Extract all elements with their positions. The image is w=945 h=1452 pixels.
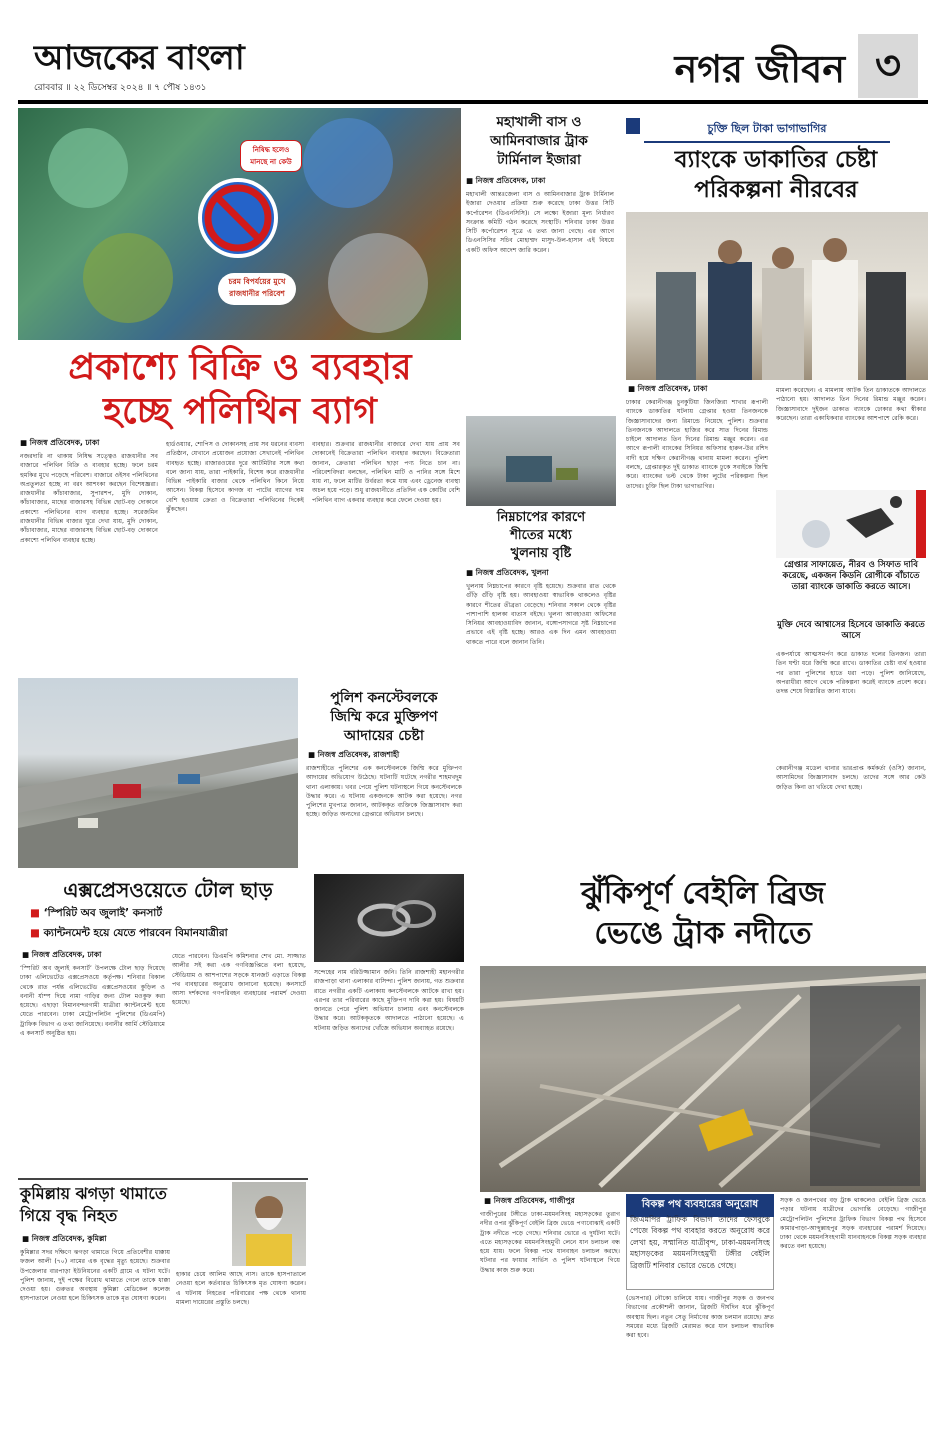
expressway-bullet-1: ■ ‘স্পিরিট অব জুলাই’ কনসার্ট [30, 907, 163, 919]
victim-portrait-svg [232, 1182, 306, 1266]
rain-headline-3: খুলনায় বৃষ্টি [510, 546, 572, 561]
bank-headline-2: পরিকল্পনা নীরবের [694, 176, 858, 203]
polythene-headline-1: প্রকাশ্যে বিক্রি ও ব্যবহার [68, 346, 412, 388]
expressway-bullet-2-text: ক্যান্টনমেন্ট হয়ে যেতে পারবেন বিমানযাত্রীরা [43, 927, 228, 939]
mask-body: সন্দেহের নাম বরিউজ্জামান জনি। তিনি রাজশাহী মহানগরীর রাজপাড়া থানা এলাকার বাসিন্দা। পুলিশ জানায়, গত শুক্রবার রাতে নগরীর একটি এলাকায় কনস্টেবলকে আটকে রাখা হয়। এরপর তার পরিবারের কাছে মুক্তিপণ দাবি করা হয়। বিষয়টি জানতে পেরে পুলিশ অভিযান চালায় এবং কনস্টেবলকে উদ্ধার করে। আটককৃতকে আদালতে পাঠানো হয়েছে। এ ঘটনায় জড়িত অন্যদের খোঁজে অভিযান অব্যাহত রয়েছে। [314, 969, 464, 1032]
bank-col-1: ঢাকার কেরানীগঞ্জ চুনকুটিয়া জিনজিরা শাখার রূপালী ব্যাংকে ডাকাতির ঘটনায় গ্রেপ্তার হওয়া তিনজনকে জিজ্ঞাসাবাদের জন্য রিমান্ডে নিয়েছে পুলিশ। শুক্রবার তিনজনকে আদালতে হাজির করে সাত দিনের রিমান্ড চাইলে আদালত তিন দিনের রিমান্ড মঞ্জুর করেন। এর আগে রূপালী ব্যাংকের সিনিয়র অফিসার হারুন-উর রশিদ বাদী হয়ে দক্ষিণ কেরানীগঞ্জ থানায় মামলা করেন। পুলিশ বলছে, গ্রেপ্তারকৃত দুই ডাকাত ব্যাংকে ঢুকে সবাইকে জিম্মি করে। ব্যাংকের ভল্ট থেকে টাকা লুটের পরিকল্পনা ছিল তাদের। চুক্তি ছিল টাকা ভাগাভাগির। [626, 399, 768, 490]
polythene-col-3: ব্যবহার। শুক্রবার রাজধানীর বাজারে দেখা যায় প্রায় সব দোকানেই বিক্রেতারা পলিথিন ব্যবহার করছেন। বিক্রেতারা জানান, ক্রেতারা পলিথিন ছাড়া পণ্য নিতে চান না। পরিবেশবিদরা বলছেন, পলিথিন মাটি ও পানির সঙ্গে মিশে যায় না, ফলে মাটির উর্বরতা কমে যায় এবং ড্রেনেজ ব্যবস্থা অচল হয়ে পড়ে। শুধু রাজধানীতে প্রতিদিন এক কোটির বেশি পলিথিন ব্যাগ একবার ব্যবহার করে ফেলে দেওয়া হয়। [312, 441, 460, 504]
bailey-headline-1: ঝুঁকিপূর্ণ বেইলি ব্রিজ [581, 876, 825, 911]
newspaper-logo: আজকের বাংলা [34, 38, 244, 78]
bank-kicker: চুক্তি ছিল টাকা ভাগাভাগির [644, 118, 890, 143]
police-headline-3: আদায়ের চেষ্টা [344, 728, 424, 744]
bailey-col-3: সড়ক ও জনপথের বড় ট্রাক থাকলেও বেইলি ব্রিজ ভেঙে পড়ার ঘটনায় যাত্রীদের ভোগান্তি বেড়েছে। গাজীপুর মেট্রোপলিটন পুলিশের ট্রাফিক বিভাগ বিকল্প পথ হিসেবে কামারপাড়া-আব্দুল্লাহপুর সড়ক ব্যবহারের পরামর্শ দিয়েছে। ঢাকা থেকে ময়মনসিংহগামী যানবাহনকে বিকল্প সড়ক ব্যবহার করতে বলা হয়েছে। [780, 1197, 926, 1251]
polythene-col-1: নজরদারি না থাকায় নিষিদ্ধ সত্ত্বেও রাজধানীর সব বাজারে পলিথিন বিক্রি ও ব্যবহার হচ্ছে। ফলে চরম হুমকির মুখে পড়েছে পরিবেশ। বাজারে ওইসব পলিথিনের অপ্রতুলতা হচ্ছে না বরং আশংকা করছেন বিশেষজ্ঞরা। রাজধানীর কাঁচাবাজার, সুপারশপ, মুদি দোকান, কাঁচাবাজার, মাছের বাজারসহ বিভিন্ন ছোট-বড় দোকানে প্রকাশ্যে পলিথিনের ব্যাগ ব্যবহার হচ্ছে। সরেজমিন রাজধানীর বিভিন্ন বাজার ঘুরে দেখা যায়, মুদি দোকান, কাঁচাবাজার, মাছের বাজারসহ বিভিন্ন ছোট-বড় দোকানে প্রকাশ্যে পলিথিন ব্যবহার হচ্ছে। [20, 453, 158, 544]
expressway-col-2: যেতে পারবেন। ডিএমপি কমিশনার শেখ মো. সাজ্জাত আলীর সই করা এক গণবিজ্ঞপ্তিতে বলা হয়েছে, স্টেডিয়াম ও আশপাশের সড়কে যানজট এড়াতে বিকল্প পথ ব্যবহারের অনুরোধ জানানো হয়েছে। কনসার্টে আসা দর্শকদের গণপরিবহন ব্যবহারের পরামর্শ দেওয়া হয়েছে। [172, 953, 306, 1007]
rain-svg [466, 416, 616, 506]
bailey-box-body: জিএমপির ট্রাফিক বিভাগ তাদের ফেসবুকে পেজে বিকল্প পথ ব্যবহার করতে অনুরোধ করে লেখা হয়, সম্মানিত যাত্রীবৃন্দ, ঢাকা-ময়মনসিংহ মহাসড়কের ময়মনসিংহমুখী টঙ্গীর বেইলি ব্রিজটি শনিবার ভোরে ভেঙে গেছে। [630, 1215, 770, 1270]
rain-byline: ■ নিজস্ব প্রতিবেদক, খুলনা [466, 568, 549, 577]
bailey-headline-2: ভেঙে ট্রাক নদীতে [594, 916, 812, 951]
bailey-col-1: গাজীপুরের টঙ্গীতে ঢাকা-ময়মনসিংহ মহাসড়কের তুরাগ নদীর ওপর ঝুঁকিপূর্ণ বেইলি ব্রিজ ভেঙে পণ্যবোঝাই একটি ট্রাক নদীতে পড়ে গেছে। শনিবার ভোরে এ দুর্ঘটনা ঘটে। এতে মহাসড়কের ময়মনসিংহমুখী লেনে যান চলাচল বন্ধ হয়ে যায়। ফলে বিকল্প পথে যানবাহন চলাচল করছে। ঘটনার পর ফায়ার সার্ভিস ও পুলিশ ঘটনাস্থলে গিয়ে উদ্ধার কাজ শুরু করে। [480, 1211, 620, 1274]
mohakhali-body: মহাখালী আন্তঃজেলা বাস ও আমিনবাজার ট্রাক টার্মিনাল ইজারা দেওয়ার প্রক্রিয়া শুরু করেছে ঢাকা উত্তর সিটি কর্পোরেশন (ডিএনসিসি)। সে লক্ষ্যে ইজারা মূল্য নির্ধারণ সংক্রান্ত কমিটি গঠন করেছে সংস্থাটি। শনিবার ঢাকা উত্তর সিটি কর্পোরেশন সূত্রে এ তথ্য জানা গেছে। এর আগে ডিএনসিসির সচিব মোহাম্মদ মাসুদ-উল-হাসান এই বিষয়ে একটি অফিস আদেশ জারি করেন। [466, 191, 614, 254]
polythene-photo [18, 108, 461, 340]
rain-headline-2: শীতের মধ্যে [510, 528, 572, 543]
expressway-byline: ■ নিজস্ব প্রতিবেদক, ঢাকা [22, 950, 102, 959]
bank-byline: ■ নিজস্ব প্রতিবেদক, ঢাকা [628, 384, 708, 393]
section-title: নগর জীবন [593, 40, 853, 94]
bank-col-2: মামলা করেছেন। এ মামলায় আটক তিন ডাকাতকে আদালতে পাঠানো হয়। আদালত তিন দিনের রিমান্ড মঞ্জুর করেন। জিজ্ঞাসাবাদে দুইজন ডাকাত ব্যাংকে ঢোকার কথা স্বীকার করেছেন। তারা একাধিকবার ব্যাংকের আশপাশে রেকি করে। [776, 387, 926, 422]
issue-date: রোববার ॥ ২২ ডিসেম্বর ২০২৪ ॥ ৭ পৌষ ১৪৩১ [34, 83, 207, 93]
expressway-headline: এক্সপ্রেসওয়েতে টোল ছাড় [63, 878, 273, 902]
bridge-collapse-svg [480, 966, 926, 1192]
mohakhali-headline-2: আমিনবাজার ট্রাক [490, 133, 588, 149]
expressway-bullet-2: ■ ক্যান্টনমেন্ট হয়ে যেতে পারবেন বিমানযাত্রীরা [30, 927, 228, 939]
bank-arrest-photo [626, 212, 928, 380]
expressway-bullet-1-text: ‘স্পিরিট অব জুলাই’ কনসার্ট [43, 907, 163, 919]
mohakhali-headline-3: টার্মিনাল ইজারা [497, 152, 581, 168]
mohakhali-headline-1: মহাখালী বাস ও [496, 114, 582, 130]
handcuff-svg [314, 874, 464, 962]
flyover-svg [18, 678, 298, 868]
bank-headline-1: ব্যাংকে ডাকাতির চেষ্টা [674, 146, 878, 173]
polythene-col-2: হার্ডওয়্যার, শোপিস ও দোকানসহ প্রায় সব ধরনের ব্যবসা প্রতিষ্ঠান, যেখানে প্রয়োজন প্রযোজ্য সেখানেই পলিথিন ব্যবহৃত হচ্ছে। রাজারওয়ের দুরে আটমিটার সঙ্গে কথা বলে জানা যায়, তারা পাইকারি, বিশেষ করে রাজধানীর বিভিন্ন পাইকারি বাজার থেকে পলিথিন কিনে নিয়ে আসেন। বিকল্প হিসেবে কাগজ বা পাটের ব্যাগের দাম বেশি হওয়ায় ক্রেতা ও বিক্রেতারা পলিথিনের দিকেই ঝুঁকছেন। [166, 441, 304, 514]
kumilla-body-2: হাকার চেয়ে আলিম আছে নাস। তাকে হাসপাতালে নেওয়া হলে কর্তব্যরত চিকিৎসক মৃত ঘোষণা করেন। এ ঘটনায় নিহতের পরিবারের পক্ষ থেকে থানায় মামলা দায়েরের প্রস্তুতি চলছে। [176, 1271, 306, 1306]
police-body: রাজশাহীতে পুলিশের এক কনস্টেবলকে জিম্মি করে মুক্তিপণ আদায়ের অভিযোগ উঠেছে। ঘটনাটি ঘটেছে নগরীর শাহমখদুম থানা এলাকায়। খবর পেয়ে পুলিশ ঘটনাস্থলে গিয়ে কনস্টেবলকে উদ্ধার করে। এ ঘটনায় একজনকে আটক করা হয়েছে। নগর পুলিশের মুখপাত্র জানান, আটককৃত ব্যক্তিকে জিজ্ঞাসাবাদ করা হচ্ছে। জড়িত অন্যদের গ্রেপ্তারে অভিযান চলছে। [306, 765, 462, 819]
expressway-col-1: ‘স্পিরিট অব জুলাই কনসার্ট’ উপলক্ষে টোল ছাড় দিয়েছে ঢাকা এলিভেটেড এক্সপ্রেসওয়ে কর্তৃপক্ষ। শনিবার বিকাল থেকে রাত পর্যন্ত এলিভেটেড এক্সপ্রেসওয়ের কুড়িল ও বনানী র্যাম্প দিয়ে নামা গাড়ির জন্য টোল মওকুফ করা হয়েছে। এছাড়া বিমানবন্দরগামী যাত্রীরা ক্যান্টনমেন্ট হয়ে যেতে পারবেন। ঢাকা মেট্রোপলিটন পুলিশের (ডিএমপি) ট্রাফিক বিভাগ এ তথ্য জানিয়েছে। বনানীর আর্মি স্টেডিয়ামে এ কনসার্ট অনুষ্ঠিত হয়। [20, 965, 165, 1038]
police-byline: ■ নিজস্ব প্রতিবেদক, রাজশাহী [308, 750, 400, 759]
polythene-byline: ■ নিজস্ব প্রতিবেদক, ঢাকা [20, 438, 100, 447]
page-number: ৩ [858, 34, 918, 98]
illustration-caption-1: গ্রেপ্তার সাফায়েত, নীরব ও সিফাত দাবি করেছে, একজন কিডনি রোগীকে বাঁচাতে তারা ব্যাংকে ডাকাতি করতে আসে। [782, 560, 920, 592]
bank-photo-svg [626, 212, 928, 380]
rain-body: খুলনায় নিম্নচাপের কারণে বৃষ্টি হয়েছে। শুক্রবার রাত থেকে গুঁড়ি গুঁড়ি বৃষ্টি হয়। আবহাওয়া স্বাভাবিক থাকলেও বৃষ্টির কারণে শীতের তীব্রতা বেড়েছে। শনিবার সকাল থেকে বৃষ্টির পাশাপাশি হালকা বাতাস বইছে। খুলনা আবহাওয়া অফিসের সিনিয়র আবহাওয়াবিদ জানান, বঙ্গোপসাগরে সৃষ্ট নিম্নচাপের প্রভাবে এই বৃষ্টি হচ্ছে। আরও এক দিন এমন আবহাওয়া থাকতে পারে বলে জানান তিনি। [466, 583, 616, 646]
police-headline-1: পুলিশ কনস্টেবলকে [330, 690, 438, 706]
flyover-photo [18, 678, 298, 868]
illustration-svg [776, 490, 926, 558]
kumilla-byline: ■ নিজস্ব প্রতিবেদক, কুমিল্লা [22, 1234, 107, 1243]
polythene-collage-svg [18, 108, 461, 340]
illustration-body-2: কেরানীগঞ্জ মডেল থানার ভারপ্রাপ্ত কর্মকর্তা (ওসি) জানান, আসামিদের জিজ্ঞাসাবাদ চলছে। তাদের সঙ্গে আর কেউ জড়িত কিনা তা খতিয়ে দেখা হচ্ছে। [776, 765, 926, 791]
bailey-col-2: (ভেসপার) নৌকো চালিয়ে যায়। গাজীপুর সড়ক ও জনপথ বিভাগের প্রকৌশলী জানান, ব্রিজটি দীর্ঘদিন ধরে ঝুঁকিপূর্ণ অবস্থায় ছিল। নতুন সেতু নির্মাণের কাজ চলমান রয়েছে। দ্রুত সময়ের মধ্যে ব্রিজটি মেরামত করে যান চলাচল স্বাভাবিক করা হবে। [626, 1295, 774, 1340]
victim-photo [232, 1182, 306, 1266]
police-headline-2: জিম্মি করে মুক্তিপণ [330, 709, 438, 725]
rain-headline-1: নিম্নচাপের কারণে [496, 510, 586, 525]
robbery-illustration [776, 490, 926, 558]
kumilla-headline-1: কুমিল্লায় ঝগড়া থামাতে [20, 1184, 167, 1203]
bailey-box-title: বিকল্প পথ ব্যবহারের অনুরোধ [626, 1194, 774, 1217]
mohakhali-byline: ■ নিজস্ব প্রতিবেদক, ঢাকা [466, 176, 546, 185]
badge-environment: চরম বিপর্যয়ের মুখে রাজধানীর পরিবেশ [218, 273, 296, 305]
kumilla-headline-2: গিয়ে বৃদ্ধ নিহত [20, 1206, 118, 1225]
bailey-byline: ■ নিজস্ব প্রতিবেদক, গাজীপুর [484, 1196, 575, 1205]
polythene-headline-2: হচ্ছে পলিথিন ব্যাগ [103, 390, 377, 432]
bank-kicker-bar [626, 118, 640, 134]
bailey-bridge-photo [480, 966, 926, 1192]
rain-photo [466, 416, 616, 506]
masthead-rule [18, 100, 928, 104]
handcuff-photo [314, 874, 464, 962]
illustration-caption-2: মুক্তি দেবে আশ্বাসের হিসেবে ডাকাতি করতে আসে [777, 620, 925, 641]
illustration-body-1: একপর্যায়ে আত্মসমর্পণ করে ডাকাত দলের তিনজন। তারা তিন ঘণ্টা ধরে জিম্মি করে রাখে। ডাকাতির চেষ্টা ব্যর্থ হওয়ার পর তারা পুলিশের হাতে ধরা পড়ে। পুলিশ জানিয়েছে, অপরাধীরা আগে থেকে পরিকল্পনা করেই ব্যাংকে প্রবেশ করে। তদন্ত শেষে বিস্তারিত জানা যাবে। [776, 651, 926, 696]
badge-banned: নিষিদ্ধ হলেও মানছে না কেউ [240, 140, 302, 172]
kumilla-body: কুমিল্লার সদর দক্ষিণে ঝগড়া থামাতে গিয়ে প্রতিবেশীর ধাক্কায় ফজল আলী (৭০) নামের এক বৃদ্ধের মৃত্যু হয়েছে। শুক্রবার উপজেলার বারপাড়া ইউনিয়নের একটি গ্রামে এ ঘটনা ঘটে। পুলিশ জানায়, দুই পক্ষের বিরোধ থামাতে গেলে তাকে ধাক্কা দেওয়া হয়। গুরুতর অবস্থায় কুমিল্লা মেডিকেল কলেজ হাসপাতালে নেওয়া হলে চিকিৎসক তাকে মৃত ঘোষণা করেন। [20, 1249, 170, 1303]
